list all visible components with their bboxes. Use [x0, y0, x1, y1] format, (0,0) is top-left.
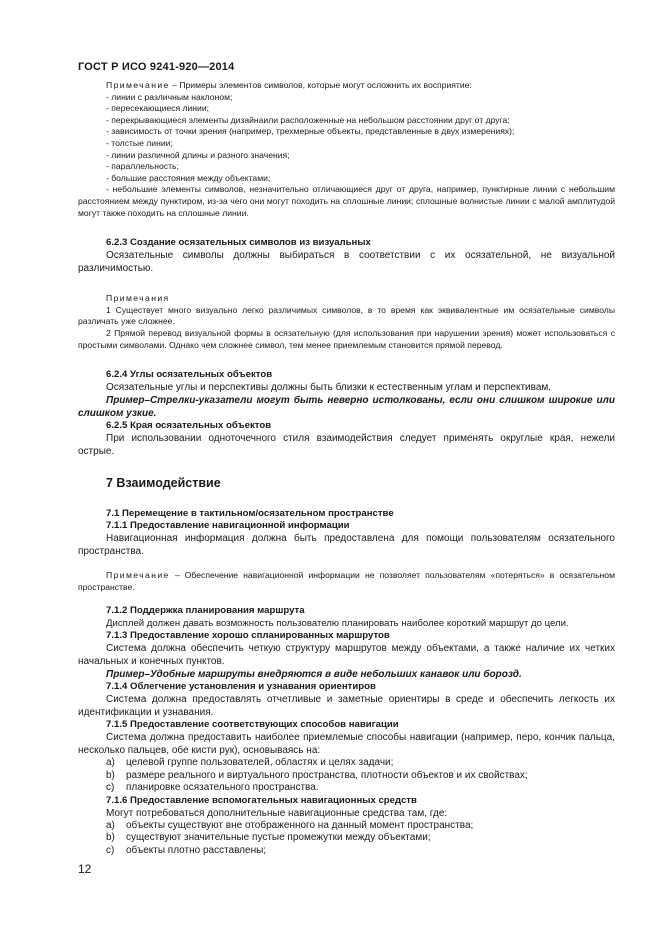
note-dash: –: [169, 570, 185, 581]
note-text: Обеспечение навигационной информации не позволяет пользователям «потеряться» в осязательном пространстве.: [78, 570, 615, 592]
page-number: 12: [78, 862, 92, 876]
list-marker: b): [106, 769, 115, 781]
section-body: Осязательные углы и перспективы должны быть близки к естественным углам и перспективам.: [106, 382, 552, 394]
list-item: - линии с различным наклоном;: [106, 91, 233, 102]
note-dash: –: [169, 80, 180, 90]
section-heading-7-1-3: 7.1.3 Предоставление хорошо спланированных маршрутов: [106, 630, 390, 642]
section-body: Дисплей должен давать возможность пользователю планировать наиболее короткий маршрут до цели.: [106, 618, 569, 630]
list-item: - большие расстояния между объектами;: [106, 172, 271, 183]
example-text: Пример–Стрелки-указатели могут быть неверно истолкованы, если они слишком широкие или слишком узкие.: [78, 395, 615, 420]
section-heading-7-1-4: 7.1.4 Облегчение установления и узнавания ориентиров: [106, 681, 376, 693]
list-marker: b): [106, 832, 115, 844]
section-body: Система должна предоставлять отчетливые и заметные ориентиры в среде и обеспечить легкость их идентификации и узнавания.: [78, 694, 615, 719]
list-item: - зависимость от точки зрения (например, трехмерные объекты, представленные в двух измерениях);: [106, 126, 515, 137]
list-marker: c): [106, 844, 115, 856]
list-marker: а): [106, 819, 115, 831]
list-text: целевой группе пользователей, областях и целях задачи;: [126, 757, 394, 769]
list-marker: c): [106, 782, 115, 794]
section-body: Могут потребоваться дополнительные навигационные средства там, где:: [106, 807, 448, 819]
section-body: Навигационная информация должна быть предоставлена для помощи пользователям осязательного пространства.: [78, 533, 615, 558]
section-heading-7-1-5: 7.1.5 Предоставление соответствующих способов навигации: [106, 719, 399, 731]
list-text: существуют значительные пустые промежутки между объектами;: [126, 832, 431, 844]
section-body: Система должна обеспечить четкую структуру маршрутов между объектами, а также наличие их четких начальных и конечных пунктов.: [78, 643, 615, 668]
section-title-7: 7 Взаимодействие: [106, 476, 221, 491]
section-heading-6-2-4: 6.2.4 Углы осязательных объектов: [106, 369, 273, 381]
list-item: - линии различной длины и разного значения;: [106, 149, 290, 160]
list-item: - небольшие элементы символов, незначительно отличающиеся друг от друга, например, пунктирные линии с небольшим расстоянием между пунктиром, из-за чего они могут походить на сплошные линии; сплошные волнистые линии с малой амплитудой могут также походить на сплошные линии.: [78, 184, 615, 218]
note-block: [78, 570, 615, 593]
section-body: При использовании одноточечного стиля взаимодействия следует применять округлые края, нежели острые.: [78, 433, 615, 458]
section-heading-7-1-6: 7.1.6 Предоставление вспомогательных навигационных средств: [106, 794, 417, 806]
list-item: - перекрывающиеся элементы дизайнаили расположенные на небольшом расстоянии друг от друга;: [106, 114, 510, 125]
list-item: [78, 832, 615, 845]
section-heading-6-2-5: 6.2.5 Края осязательных объектов: [106, 420, 272, 432]
note-examples: [78, 80, 615, 219]
section-heading-7-1-2: 7.1.2 Поддержка планирования маршрута: [106, 605, 305, 617]
list-item: [78, 845, 615, 858]
section-body: Осязательные символы должны выбираться в соответствии с их осязательной, не визуальной различимостью.: [78, 250, 615, 275]
list-item: [78, 770, 615, 783]
note-intro-line: [78, 80, 615, 92]
list-text: объекты плотно расставлены;: [126, 844, 267, 856]
example-text: Пример–Удобные маршруты внедряются в виде небольших канавок или борозд.: [106, 669, 522, 681]
note-label: Примечания: [106, 293, 170, 304]
note-label: Примечание: [106, 80, 170, 90]
list-text: размере реального и виртуального пространства, плотности объектов и их свойствах;: [126, 769, 528, 781]
document-header: ГОСТ Р ИСО 9241-920—2014: [78, 61, 235, 73]
list-item: [78, 782, 615, 795]
list-text: объекты существуют вне отображенного на данный момент пространства;: [126, 819, 474, 831]
list-marker: а): [106, 757, 115, 769]
page-content: [78, 80, 615, 857]
section-body: Система должна предоставить наиболее приемлемые способы навигации (например, перо, кончик пальца, несколько пальцев, обе кисти рук), основываясь на:: [78, 732, 615, 757]
list-item: - пересекающиеся линии;: [106, 103, 210, 114]
note-label: Примечание: [106, 570, 170, 581]
section-heading-7-1-1: 7.1.1 Предоставление навигационной информации: [106, 520, 350, 532]
note-intro: Примеры элементов символов, которые могут осложнить их восприятие:: [179, 80, 472, 90]
list-item: - параллельность;: [106, 161, 179, 172]
section-heading-7-1: 7.1 Перемещение в тактильном/осязательном пространстве: [106, 508, 394, 520]
section-heading-6-2-3: 6.2.3 Создание осязательных символов из визуальных: [106, 237, 371, 249]
list-item: - толстые линии;: [106, 137, 173, 148]
note-item: 1 Существует много визуально легко различимых символов, в то время как эквивалентные им осязательные символы различать уже сложнее.: [78, 304, 615, 327]
note-item: 2 Прямой перевод визуальной формы в осязательную (для использования при нарушении зрения) может использоваться с простыми символами. Однако чем сложнее символ, тем менее приемлемым становится прямой перевод.: [78, 327, 615, 350]
note-block: [78, 293, 615, 351]
list-item: [78, 820, 615, 833]
list-item: [78, 757, 615, 770]
list-text: планировке осязательного пространства.: [126, 782, 319, 794]
